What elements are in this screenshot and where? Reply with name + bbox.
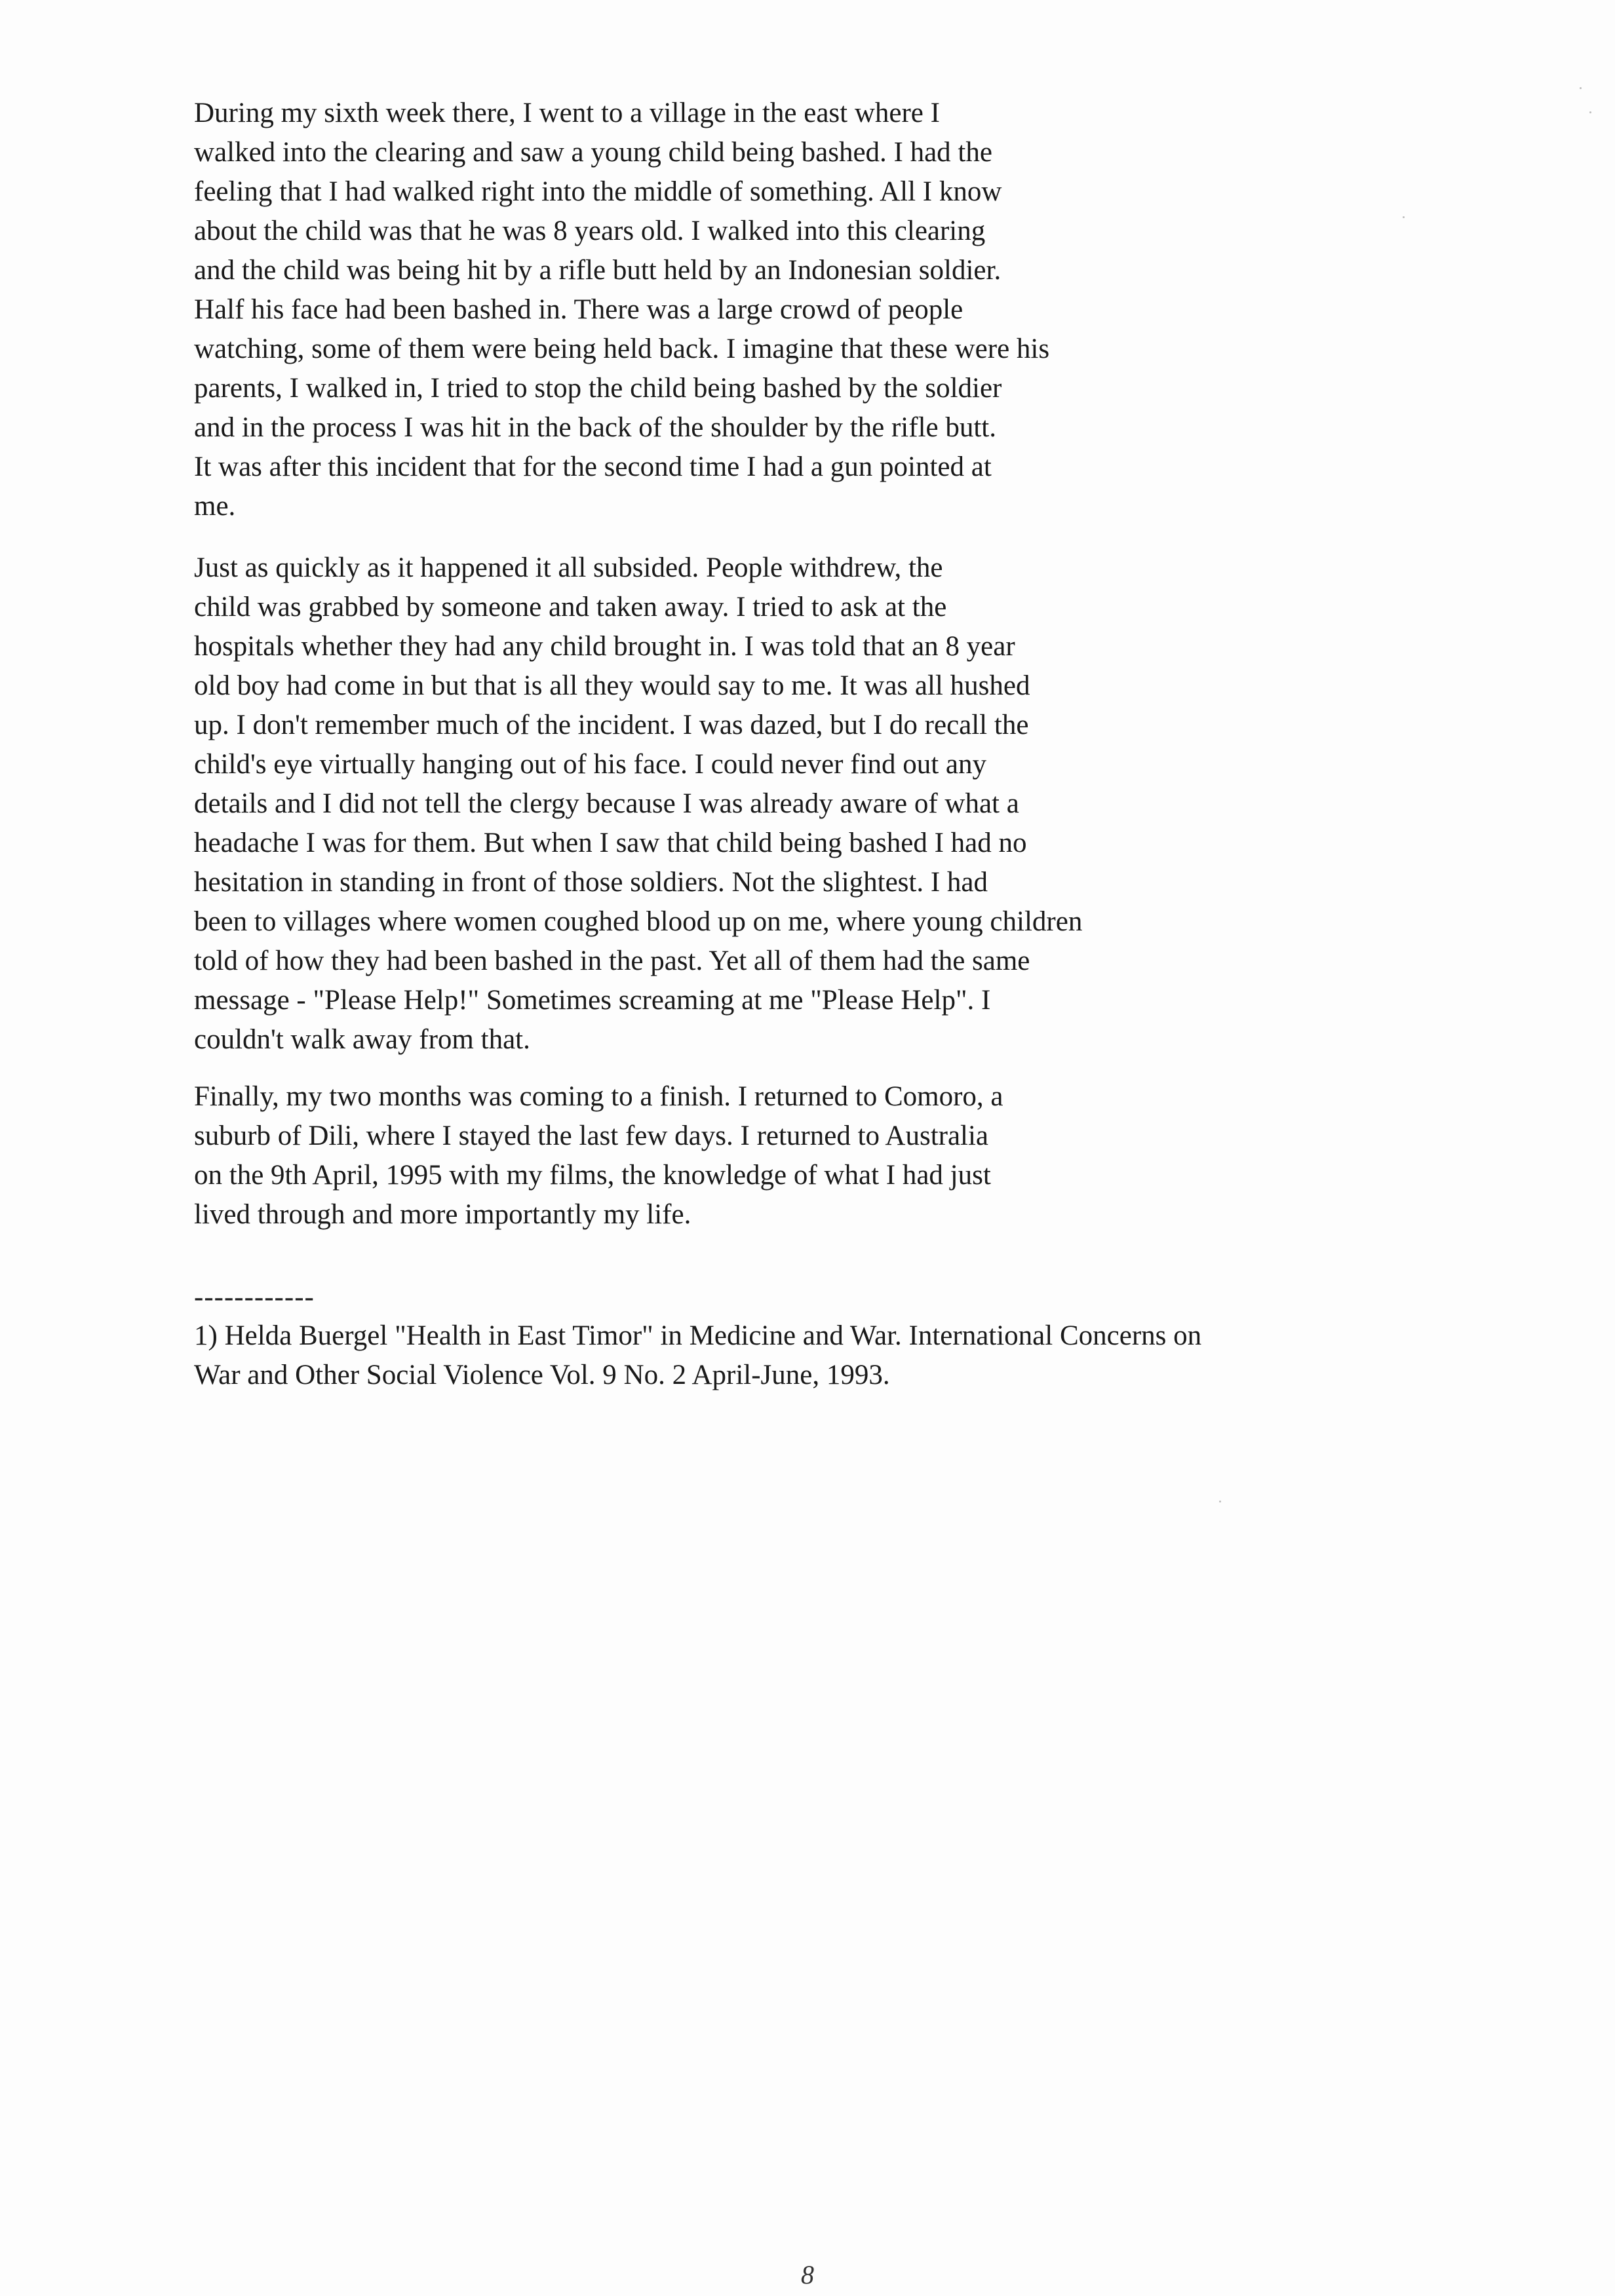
text-line: couldn't walk away from that.: [194, 1024, 530, 1055]
text-line: and in the process I was hit in the back of the shoulder by the rifle butt.: [194, 412, 996, 443]
text-line: hesitation in standing in front of those soldiers. Not the slightest. I had: [194, 867, 988, 898]
text-line: been to villages where women coughed blood up on me, where young children: [194, 906, 1083, 937]
text-line: details and I did not tell the clergy because I was already aware of what a: [194, 788, 1019, 819]
text-line: suburb of Dili, where I stayed the last few days. I returned to Australia: [194, 1120, 989, 1151]
paragraph-2: [194, 548, 1082, 1060]
text-line: headache I was for them. But when I saw that child being bashed I had no: [194, 828, 1027, 858]
text-line: on the 9th April, 1995 with my films, the knowledge of what I had just: [194, 1160, 991, 1191]
text-line: child was grabbed by someone and taken away. I tried to ask at the: [194, 592, 947, 622]
text-line: and the child was being hit by a rifle butt held by an Indonesian soldier.: [194, 255, 1002, 286]
text-line: parents, I walked in, I tried to stop the child being bashed by the soldier: [194, 373, 1002, 404]
text-line: about the child was that he was 8 years old. I walked into this clearing: [194, 216, 986, 246]
text-line: up. I don't remember much of the incident. I was dazed, but I do recall the: [194, 710, 1029, 740]
text-line: message - "Please Help!" Sometimes screaming at me "Please Help". I: [194, 985, 991, 1016]
text-line: lived through and more importantly my life.: [194, 1199, 691, 1230]
page-number: 8: [801, 2260, 814, 2289]
text-line: Finally, my two months was coming to a finish. I returned to Comoro, a: [194, 1081, 1003, 1112]
text-line: walked into the clearing and saw a young child being bashed. I had the: [194, 137, 992, 168]
text-line: me.: [194, 491, 236, 522]
text-line: old boy had come in but that is all they would say to me. It was all hushed: [194, 670, 1030, 701]
text-line: Half his face had been bashed in. There was a large crowd of people: [194, 294, 963, 325]
text-line: child's eye virtually hanging out of his face. I could never find out any: [194, 749, 987, 780]
scan-speck: [1403, 216, 1405, 218]
scan-speck: [1580, 87, 1582, 89]
text-line: During my sixth week there, I went to a village in the east where I: [194, 98, 940, 128]
footnote: [194, 1316, 1201, 1395]
scan-speck: [1219, 1501, 1221, 1502]
text-line: feeling that I had walked right into the middle of something. All I know: [194, 176, 1002, 207]
text-line: told of how they had been bashed in the past. Yet all of them had the same: [194, 946, 1030, 976]
footnote-line: War and Other Social Violence Vol. 9 No. 2 April-June, 1993.: [194, 1360, 890, 1390]
paragraph-1: [194, 94, 1049, 526]
scan-speck: [1589, 111, 1591, 113]
text-line: watching, some of them were being held back. I imagine that these were his: [194, 334, 1050, 364]
footnote-line: 1) Helda Buergel "Health in East Timor" in Medicine and War. International Concerns on: [194, 1320, 1202, 1351]
text-line: Just as quickly as it happened it all subsided. People withdrew, the: [194, 552, 943, 583]
text-line: hospitals whether they had any child brought in. I was told that an 8 year: [194, 631, 1015, 662]
text-line: It was after this incident that for the second time I had a gun pointed at: [194, 451, 992, 482]
paragraph-3: [194, 1077, 1003, 1234]
footnote-separator: ------------: [194, 1282, 315, 1312]
